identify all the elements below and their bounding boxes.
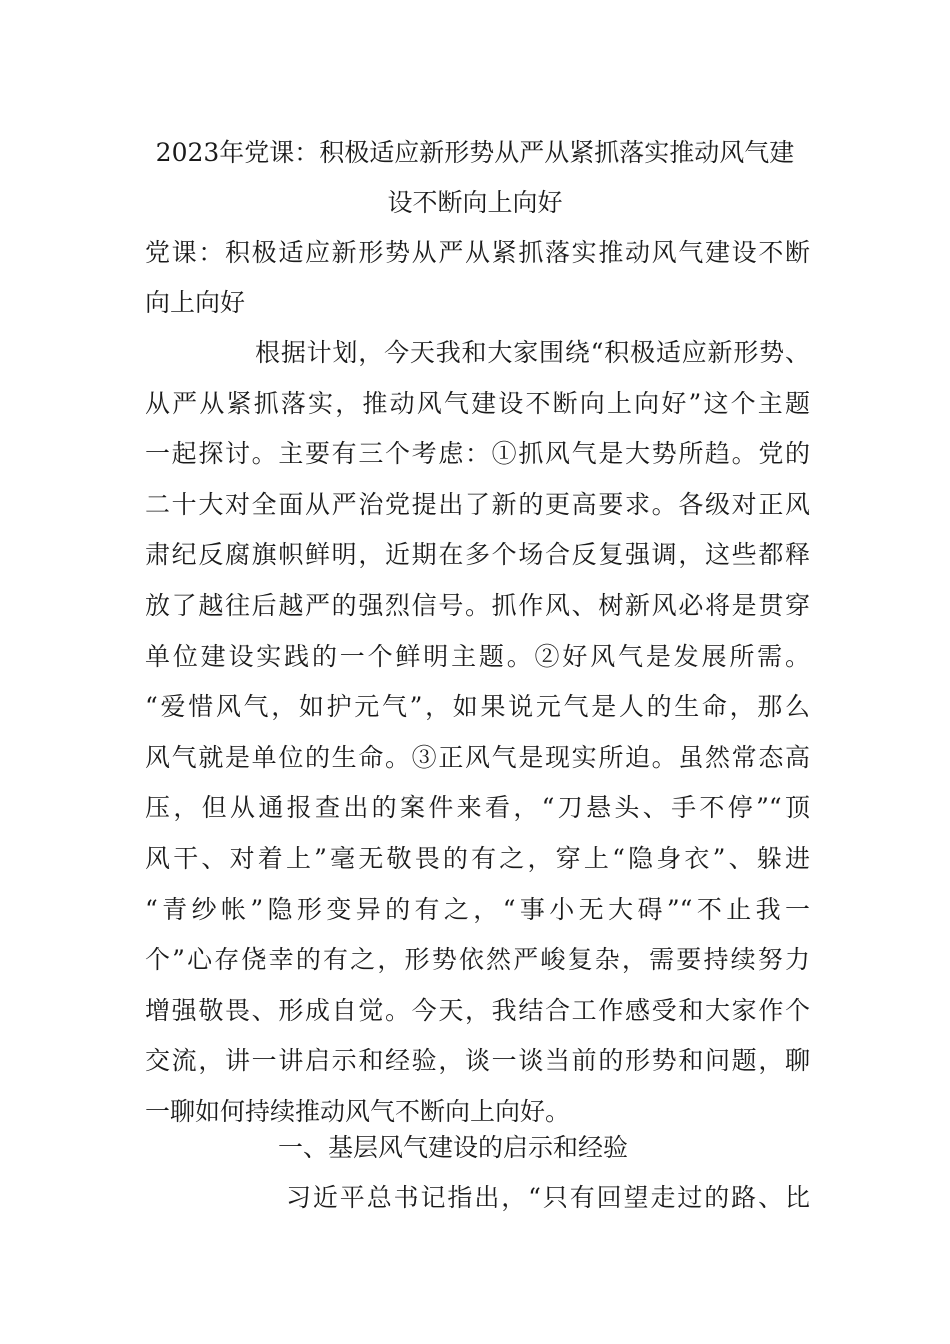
paragraph-line: 根据计划，今天我和大家围绕“积极适应新形势、	[255, 338, 810, 367]
paragraph-line: 交流，讲一讲启示和经验，谈一谈当前的形势和问题，聊	[145, 1046, 810, 1076]
title-line: 2023年党课：积极适应新形势从严从紧抓落实推动风气建	[155, 138, 795, 167]
paragraph-line: 放了越往后越严的强烈信号。抓作风、树新风必将是贯穿	[145, 590, 810, 620]
title-line: 设不断向上向好	[387, 188, 563, 217]
document-title	[140, 128, 810, 228]
paragraph-line: 风干、对着上”毫无敬畏的有之，穿上“隐身衣”、躲进	[145, 843, 810, 873]
paragraph-line: 肃纪反腐旗帜鲜明，近期在多个场合反复强调，这些都释	[145, 540, 810, 570]
paragraph-line: 风气就是单位的生命。③正风气是现实所迫。虽然常态高	[145, 742, 810, 772]
paragraph-line: 一聊如何持续推动风气不断向上向好。	[145, 1096, 571, 1126]
intro-paragraph	[145, 328, 810, 1138]
paragraph-line: “青纱帐”隐形变异的有之，“事小无大碍”“不止我一	[145, 894, 810, 924]
paragraph-line: 从严从紧抓落实，推动风气建设不断向上向好”这个主题	[145, 388, 810, 418]
paragraph-line: 压，但从通报查出的案件来看，“刀悬头、手不停”“顶	[145, 793, 810, 823]
paragraph-line: 增强敬畏、形成自觉。今天，我结合工作感受和大家作个	[145, 995, 810, 1025]
section-heading: 一、基层风气建设的启示和经验	[278, 1133, 629, 1162]
paragraph-line: 二十大对全面从严治党提出了新的更高要求。各级对正风	[145, 489, 810, 519]
document-subtitle	[145, 228, 810, 328]
paragraph-line: 一起探讨。主要有三个考虑：①抓风气是大势所趋。党的	[145, 439, 810, 469]
paragraph-line: 个”心存侥幸的有之，形势依然严峻复杂，需要持续努力	[145, 945, 810, 975]
paragraph-line: “爱惜风气，如护元气”，如果说元气是人的生命，那么	[145, 692, 810, 722]
subtitle-line: 向上向好	[145, 288, 246, 317]
subtitle-line: 党课：积极适应新形势从严从紧抓落实推动风气建设不断	[145, 238, 810, 267]
paragraph-line: 单位建设实践的一个鲜明主题。②好风气是发展所需。	[145, 641, 810, 671]
paragraph-line: 习近平总书记指出，“只有回望走过的路、比	[286, 1183, 810, 1212]
